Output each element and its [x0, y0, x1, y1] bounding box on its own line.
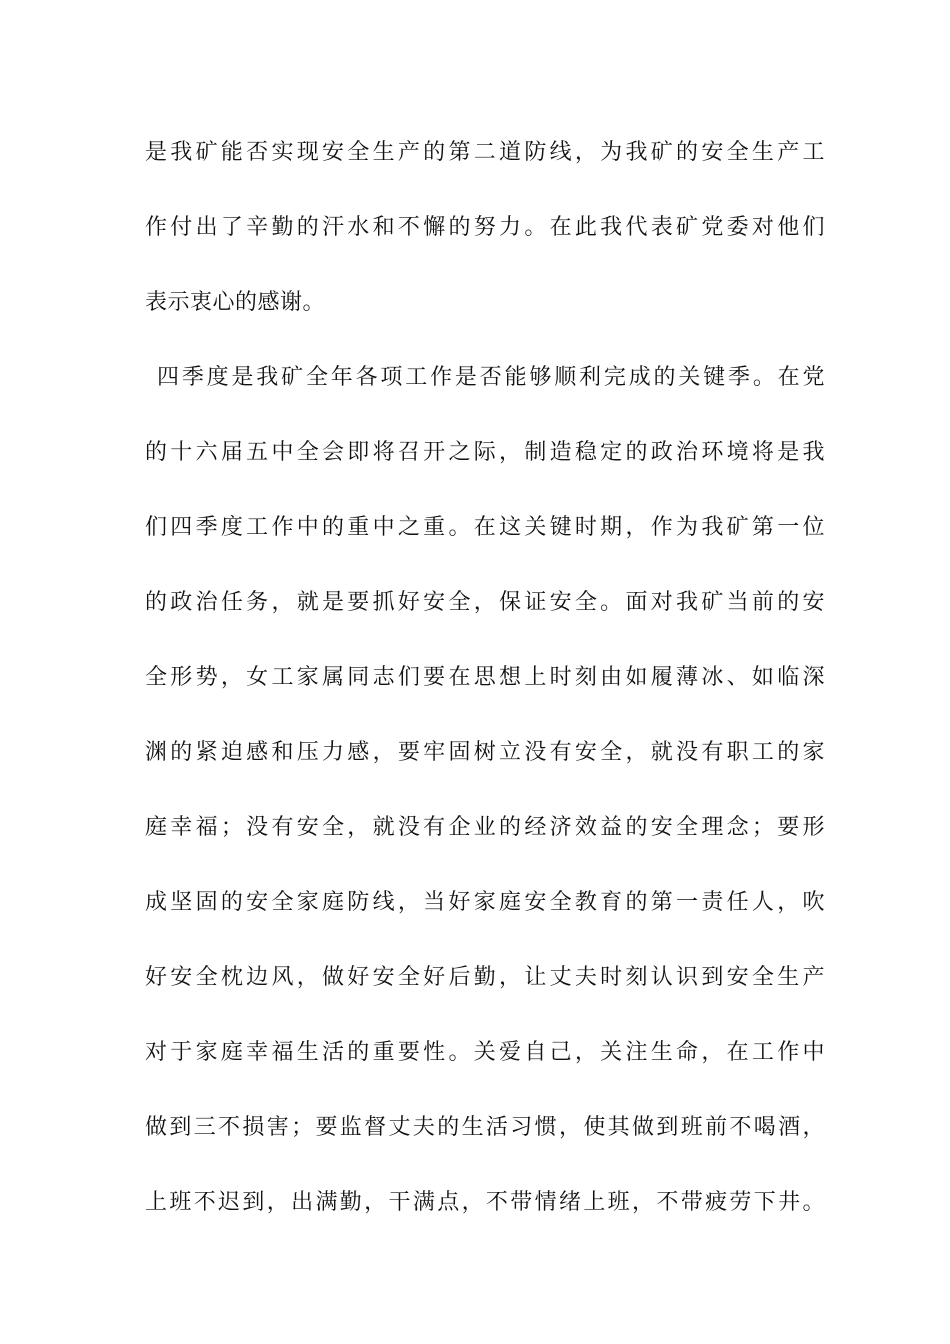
text-line: 对于家庭幸福生活的重要性。关爱自己，关注生命，在工作中 [145, 1040, 825, 1065]
text-line: 们四季度工作中的重中之重。在这关键时期，作为我矿第一位 [145, 515, 825, 540]
text-line: 庭幸福；没有安全，就没有企业的经济效益的安全理念；要形 [145, 815, 825, 840]
body-text [145, 131, 825, 1256]
text-line: 作付出了辛勤的汗水和不懈的努力。在此我代表矿党委对他们 [145, 215, 825, 240]
text-line: 表示衷心的感谢。 [145, 290, 326, 315]
text-line: 上班不迟到，出满勤，干满点，不带情绪上班，不带疲劳下井。 [145, 1190, 825, 1215]
text-line: 成坚固的安全家庭防线，当好家庭安全教育的第一责任人，吹 [145, 890, 825, 915]
text-line: 的政治任务，就是要抓好安全，保证安全。面对我矿当前的安 [145, 590, 825, 615]
text-line: 渊的紧迫感和压力感，要牢固树立没有安全，就没有职工的家 [145, 740, 825, 765]
text-line: 是我矿能否实现安全生产的第二道防线，为我矿的安全生产工 [145, 140, 825, 165]
text-line: 做到三不损害；要监督丈夫的生活习惯，使其做到班前不喝酒， [145, 1115, 825, 1140]
text-line: 好安全枕边风，做好安全好后勤，让丈夫时刻认识到安全生产 [145, 965, 825, 990]
text-line: 全形势，女工家属同志们要在思想上时刻由如履薄冰、如临深 [145, 665, 825, 690]
text-line: 的十六届五中全会即将召开之际，制造稳定的政治环境将是我 [145, 440, 825, 465]
paragraph-first-line: 四季度是我矿全年各项工作是否能够顺利完成的关键季。在党 [157, 365, 825, 390]
